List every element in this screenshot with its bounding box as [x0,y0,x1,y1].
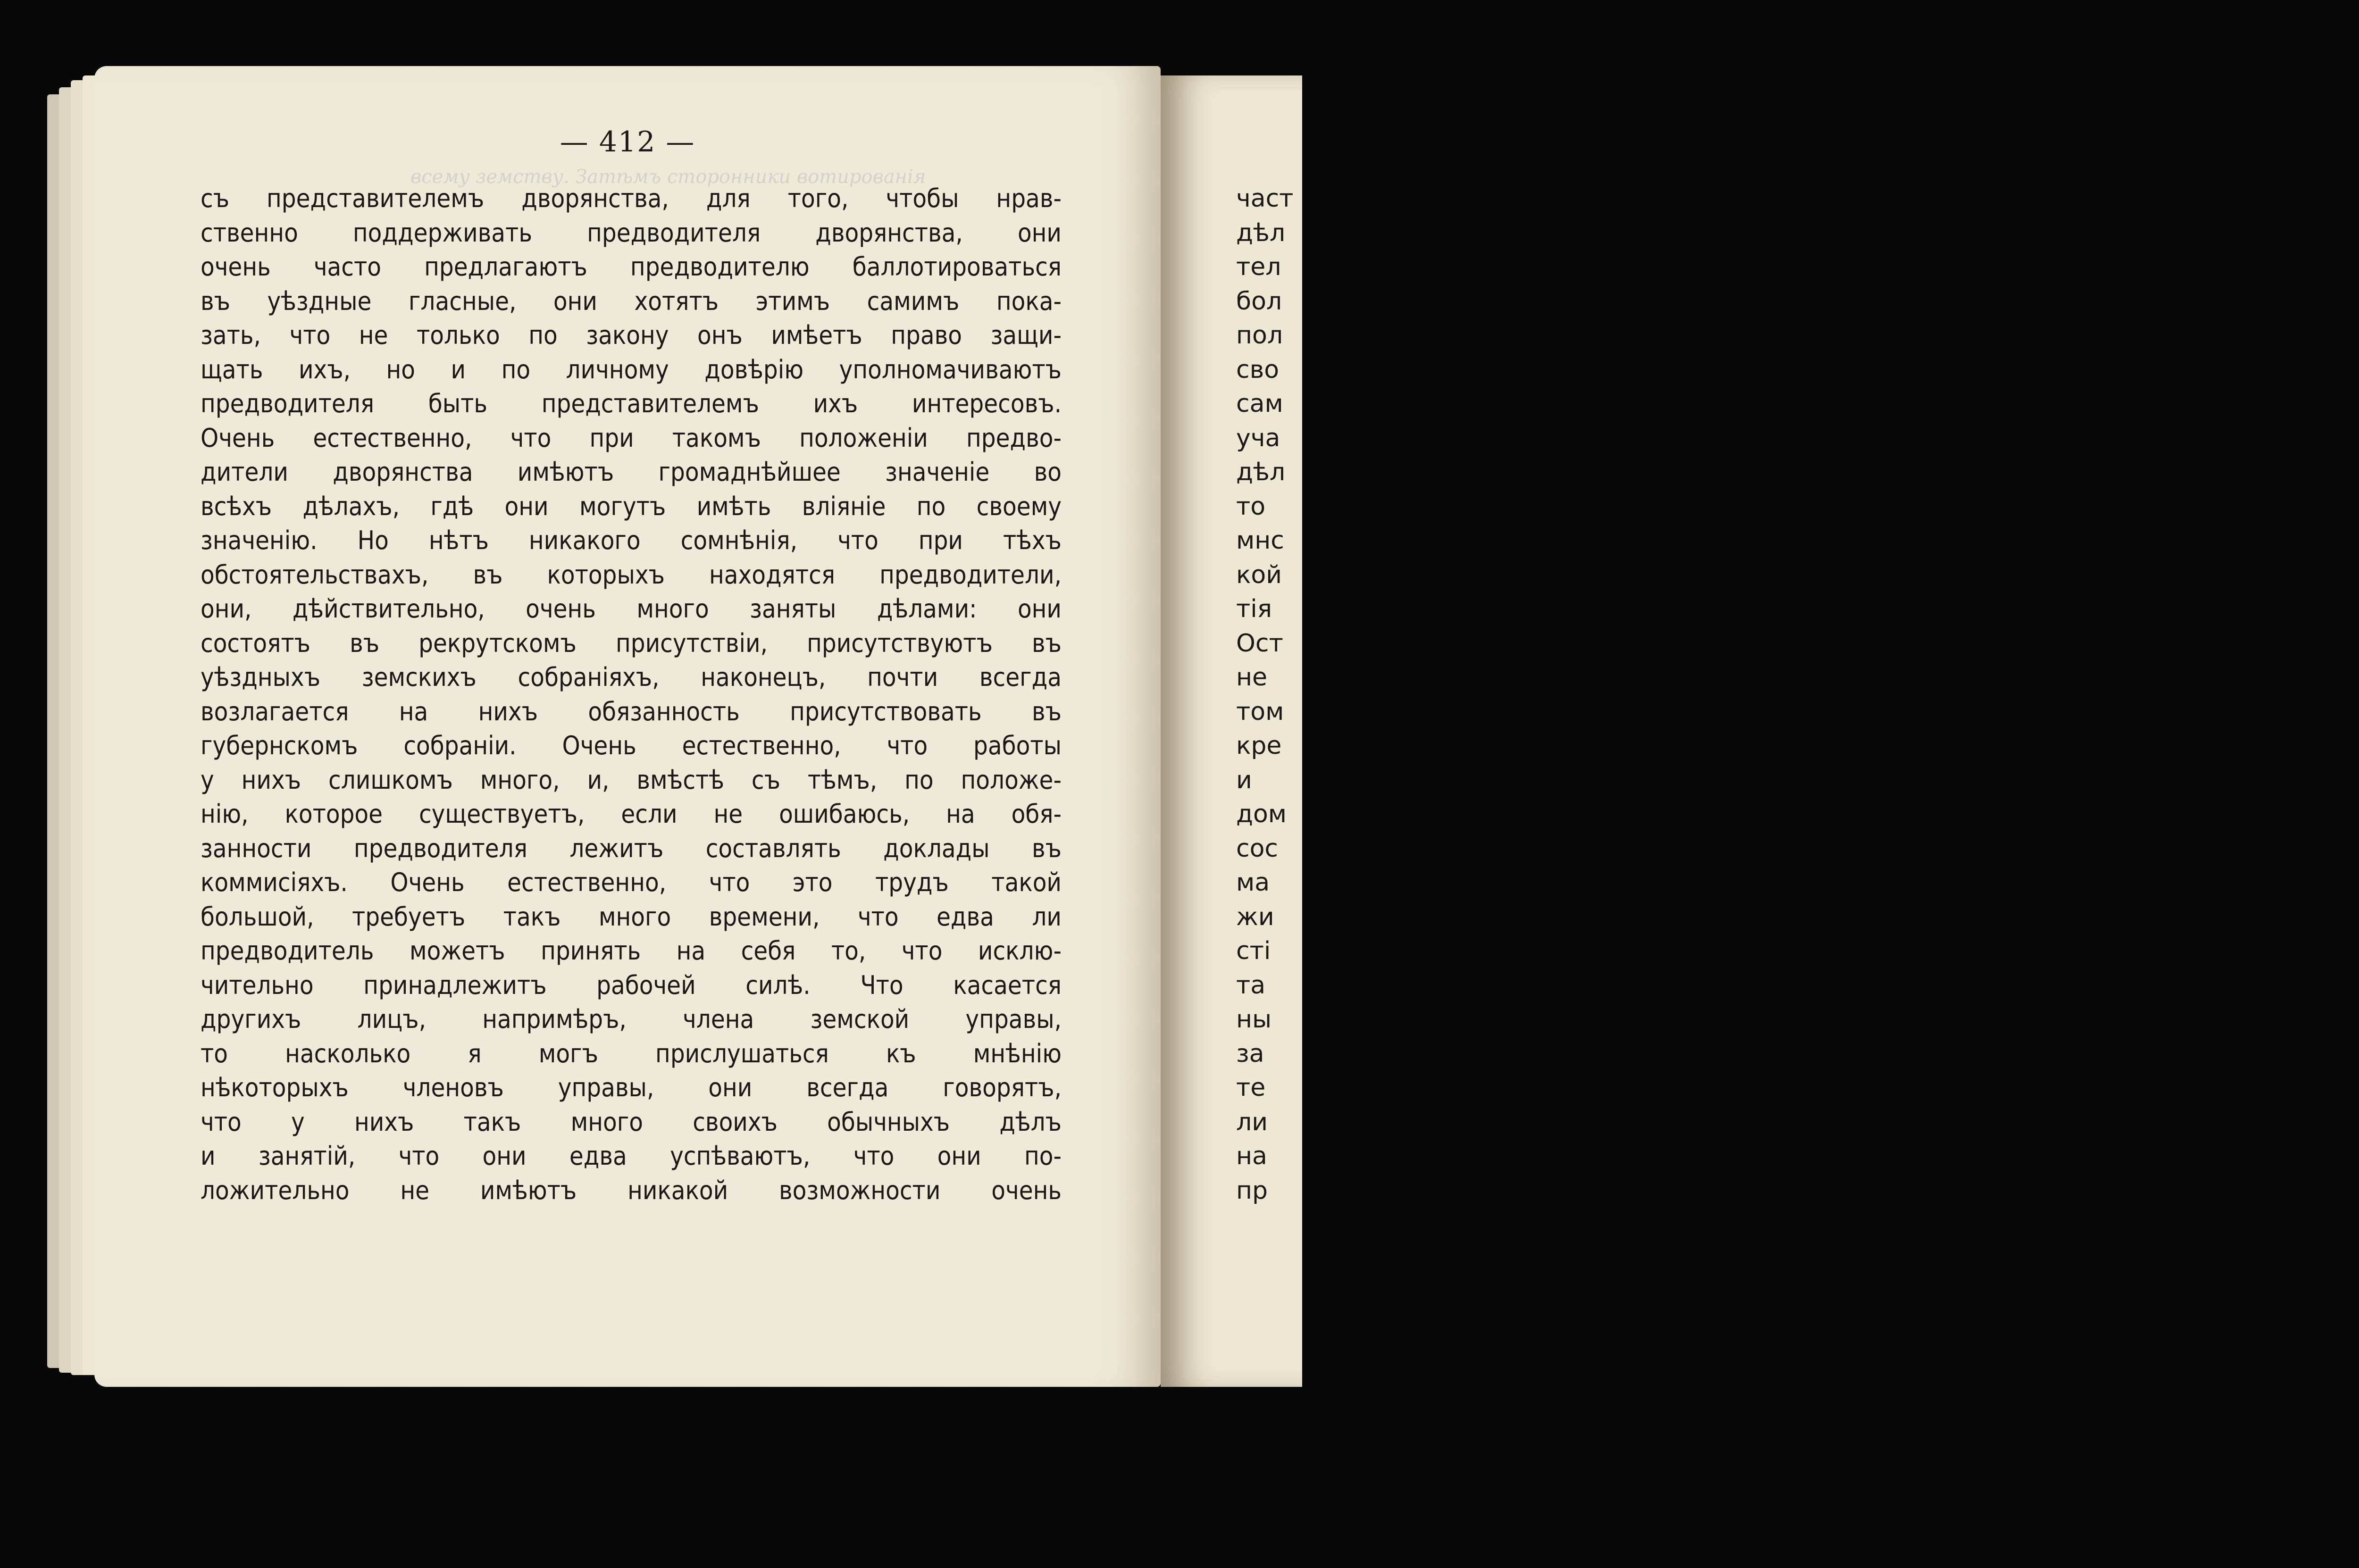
right-page-line-fragment: уча [1236,424,1280,452]
body-text [201,182,1062,1208]
right-page-line-fragment: мнс [1236,526,1284,555]
right-page-line-fragment: ма [1236,868,1270,897]
right-page-line-fragment: жи [1236,902,1274,931]
text-line: очень часто предлагаютъ предводителю баллотироваться [201,252,1062,282]
right-page-line-fragment: пол [1236,321,1283,350]
text-line: занности предводителя лежитъ составлять доклады въ [201,833,1062,863]
text-line: что у нихъ такъ много своихъ обычныхъ дѣлъ [201,1107,1062,1137]
right-page-line-fragment: сво [1236,355,1280,384]
right-page-line-fragment: за [1236,1039,1264,1068]
text-line: другихъ лицъ, напримѣръ, члена земской управы, [201,1004,1062,1034]
right-page-line-fragment: кре [1236,732,1282,760]
text-line: большой, требуетъ такъ много времени, что едва ли [201,901,1062,932]
text-line: состоятъ въ рекрутскомъ присутствіи, присутствуютъ въ [201,628,1062,658]
text-line: Очень естественно, что при такомъ положеніи предво- [201,423,1062,453]
text-line: ственно поддерживать предводителя дворянства, они [201,217,1062,248]
text-line: дители дворянства имѣютъ громаднѣйшее значеніе во [201,457,1062,487]
text-line: всѣхъ дѣлахъ, гдѣ они могутъ имѣть вліяніе по своему [201,491,1062,521]
right-page-line-fragment: те [1236,1074,1266,1102]
right-page-line-fragment: ли [1236,1108,1268,1136]
right-page-line-fragment: том [1236,697,1284,726]
right-page-line-fragment: част [1236,184,1294,213]
right-page-line-fragment: дѣл [1236,458,1286,486]
text-line: чительно принадлежитъ рабочей силѣ. Что касается [201,970,1062,1000]
text-line: губернскомъ собраніи. Очень естественно, что работы [201,731,1062,760]
text-line: то насколько я могъ прислушаться къ мнѣнію [201,1038,1062,1068]
text-line: и занятій, что они едва успѣваютъ, что они по- [201,1141,1062,1171]
text-line: нѣкоторыхъ членовъ управы, они всегда говорятъ, [201,1073,1062,1102]
right-page-line-fragment: сос [1236,834,1278,863]
right-page-line-fragment: дѣл [1236,218,1286,247]
text-line: щать ихъ, но и по личному довѣрію уполномачиваютъ [201,354,1062,384]
bleed-through-text: всему земству. Затѣмъ сторонники вотированія [410,166,926,188]
right-page-line-fragment: тія [1236,595,1272,623]
right-page-text [1236,182,1293,1208]
right-page-line-fragment: сті [1236,937,1271,965]
right-page-line-fragment: Ост [1236,629,1283,658]
right-page-line-fragment: тел [1236,253,1281,281]
text-line: зать, что не только по закону онъ имѣетъ право защи- [201,320,1062,350]
right-page-line-fragment: ны [1236,1005,1272,1034]
right-page-line-fragment: бол [1236,287,1282,316]
text-line: въ уѣздные гласные, они хотятъ этимъ самимъ пока- [201,286,1062,316]
text-line: коммисіяхъ. Очень естественно, что это трудъ такой [201,867,1062,897]
right-page-line-fragment: на [1236,1142,1267,1170]
right-page-line-fragment: кой [1236,560,1282,589]
text-line: у нихъ слишкомъ много, и, вмѣстѣ съ тѣмъ, по положе- [201,765,1062,795]
text-line: ложительно не имѣютъ никакой возможности очень [201,1175,1062,1205]
text-line: нію, которое существуетъ, если не ошибаюсь, на обя- [201,799,1062,829]
right-page-line-fragment: дом [1236,800,1287,828]
page-number: — 412 — [560,125,695,158]
text-line: съ представителемъ дворянства, для того, чтобы нрав- [201,183,1062,213]
right-page-line-fragment: и [1236,766,1252,794]
text-line: возлагается на нихъ обязанность присутствовать въ [201,696,1062,726]
right-page-line-fragment: пр [1236,1176,1268,1205]
right-page-line-fragment: не [1236,663,1267,692]
right-page-line-fragment: сам [1236,390,1283,418]
text-line: значенію. Но нѣтъ никакого сомнѣнія, что при тѣхъ [201,525,1062,555]
right-page-line-fragment: та [1236,971,1266,1000]
text-line: они, дѣйствительно, очень много заняты дѣлами: они [201,594,1062,624]
text-line: предводитель можетъ принять на себя то, что исклю- [201,936,1062,966]
text-line: обстоятельствахъ, въ которыхъ находятся предводители, [201,559,1062,590]
text-line: уѣздныхъ земскихъ собраніяхъ, наконецъ, почти всегда [201,662,1062,692]
right-page-line-fragment: то [1236,492,1266,521]
text-line: предводителя быть представителемъ ихъ интересовъ. [201,389,1062,418]
